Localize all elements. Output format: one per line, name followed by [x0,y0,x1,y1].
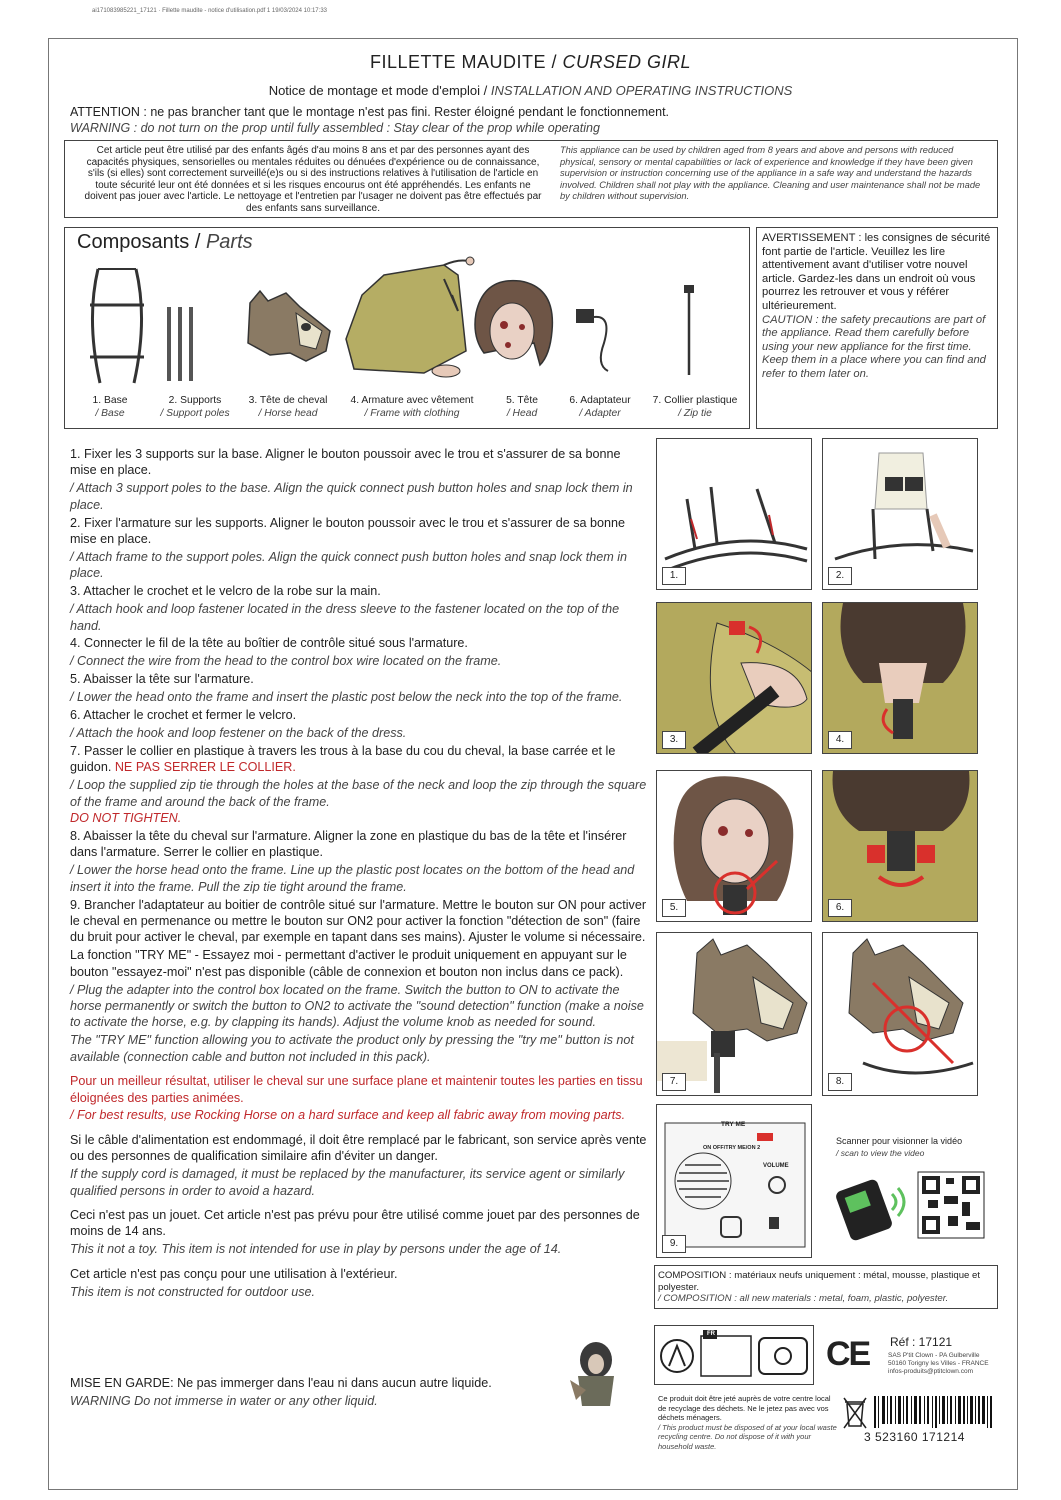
base-illustration [90,269,144,383]
immerse-fr: MISE EN GARDE: Ne pas immerger dans l'eau ni dans aucun autre liquide. [70,1376,492,1390]
step-4-en: / Connect the wire from the head to the control box wire located on the frame. [70,654,502,669]
step-2-fr: 2. Fixer l'armature sur les supports. Aligner le bouton poussoir avec le trou et s'assurer de sa bonne mise en place. [70,515,626,547]
caution-en: CAUTION : the safety precautions are part of the appliance. Read them carefully before using your new appliance for the first time. Keep them in a place where you can find and refer to them later on. [762,313,986,380]
figure-5-number: 5. [662,899,686,917]
step-1-en: / Attach 3 support poles to the base. Align the quick connect push button holes and snap lock them in place. [70,481,633,512]
girl-head-illustration [475,281,552,365]
part-caption-6: 6. Adaptateur / Adapter [569,395,631,419]
scan-fr: Scanner pour visionner la vidéo [836,1136,963,1146]
step-1-fr: 1. Fixer les 3 supports sur la base. Aligner le bouton poussoir avec le trou et s'assurer de sa bonne mise en place. [70,447,621,478]
step-4-fr: 4. Connecter le fil de la tête au boîtier de contrôle situé sous l'armature. [70,636,468,651]
figure-4 [822,602,978,754]
crossed-bin-icon [842,1396,868,1430]
figure-6 [822,770,978,922]
title-fr: FILLETTE MAUDITE / [369,52,563,72]
supports-illustration [169,307,191,381]
composition-fr: COMPOSITION : matériaux neufs uniquement : métal, mousse, plastique et polyester. [658,1270,981,1293]
step-5-en: / Lower the head onto the frame and insert the plastic post below the neck into the top of the frame. [70,690,623,705]
barcode-number: 3 523160 171214 [864,1430,965,1444]
step-6-en: / Attach the hook and loop festener on the back of the dress. [70,726,407,740]
volume-label: VOLUME [763,1163,789,1169]
outdoor-fr: Cet article n'est pas conçu pour une utilisation à l'extérieur. [70,1266,398,1281]
immersion-warning [70,1375,650,1411]
warning-en: WARNING : do not turn on the prop until fully assembled : Stay clear of the prop while operating [70,121,600,135]
horse-head-illustration [248,291,330,361]
phone-qr-icon [832,1168,992,1248]
recycling-fr: Ce produit doit être jeté auprès de votre centre local de recyclage des déchets. Ne le jetez pas avec vos déchets ménagers. [658,1394,831,1422]
figure-9-number: 9. [662,1235,686,1253]
figure-2 [822,438,978,590]
figure-3-number: 3. [662,731,686,749]
frame-clothing-illustration [346,257,474,377]
part-caption-5: 5. Tête / Head [506,395,538,419]
parts-illustrations [64,255,750,395]
figure-8-number: 8. [828,1073,852,1091]
figure-7 [656,932,812,1096]
ce-mark: CE [826,1335,870,1373]
step-5-fr: 5. Abaisser la tête sur l'armature. [70,672,254,687]
part-caption-7: 7. Collier plastique / Zip tie [652,395,738,419]
step-7-fr: 7. Passer le collier en plastique à travers les trous à la base du cou du cheval, la base carrée et le guidon. NE PAS SERRER LE COLLIER. [70,743,616,775]
zip-tie-illustration [684,285,694,375]
cord-fr: Si le câble d'alimentation est endommagé, il doit être remplacé par le fabricant, son service après vente ou des personnes de qualification similaire afin d'éviter un danger. [70,1132,647,1164]
figure-2-number: 2. [828,567,852,585]
scan-en: / scan to view the video [836,1148,925,1158]
step-6-fr: 6. Attacher le crochet et fermer le velcro. [70,708,297,723]
step-9-fr: 9. Brancher l'adaptateur au boitier de contrôle situé sur l'armature. Mettre le bouton sur ON pour activer le cheval en permenance ou mettre le bouton sur ON2 pour activer la fonction "détection de son" (faire du bruit pour activer le cheval, par exemple en tapant dans ses mains). Ajuster le volume si nécessaire. [70,897,647,945]
figure-8 [822,932,978,1096]
assembly-steps [70,446,650,1302]
cord-en: If the supply cord is damaged, it must be replaced by the manufacturer, its service agent or similarly qualified persons in order to avoid a hazard. [70,1167,625,1198]
figure-7-number: 7. [662,1073,686,1091]
figure-1 [656,438,812,590]
sorting-logos [654,1325,814,1385]
part-caption-3: 3. Tête de cheval / Horse head [248,395,328,419]
subtitle-en: INSTALLATION AND OPERATING INSTRUCTIONS [490,83,793,98]
assembly-warning [70,104,669,136]
step-9-en: / Plug the adapter into the control box located on the frame. Switch the button to ON to activate the horse permanently or switch the button to ON2 to activate the "sound detection" function (make a noise to activate the horse, e.g. by clapping its hands). Adjust the volume knob as needed for sound. [70,982,644,1030]
outdoor-en: This item is not constructed for outdoor use. [70,1284,315,1299]
step-9-fr-try-me: La fonction "TRY ME" - Essayez moi - permettant d'activer le produit uniquement en appuyant sur le bouton "essayez-moi" n'est pas disponible (câble de connexion et bouton non inclus dans ce pack). [70,948,627,979]
title-en: CURSED GIRL [562,52,692,72]
subtitle-fr: Notice de montage et mode d'emploi / [268,83,491,98]
figure-9-control-box [656,1104,812,1258]
part-caption-1: 1. Base / Base [92,395,128,419]
warning-fr: ATTENTION : ne pas brancher tant que le montage n'est pas fini. Rester éloigné pendant le fonctionnement. [70,105,670,119]
adapter-illustration [576,309,608,371]
step-3-en: / Attach hook and loop fastener located in the dress sleeve to the fastener located on the top of the hand. [70,602,620,633]
switch-label: ON OFF/TRY ME/ON 2 [703,1145,761,1151]
figure-4-number: 4. [828,731,852,749]
figure-1-number: 1. [662,567,686,585]
best-results-fr: Pour un meilleur résultat, utiliser le cheval sur une surface plane et maintenir toutes les parties en tissu éloignées des parties animées. [70,1074,643,1105]
step-7-en: / Loop the supplied zip tie through the holes at the base of the neck and loop the zip through the square of the frame and around the back of the frame. DO NOT TIGHTEN. [70,778,647,826]
page-title [0,52,1061,73]
composition-en: / COMPOSITION : all new materials : metal, foam, plastic, polyester. [658,1293,949,1304]
immerse-en: WARNING Do not immerse in water or any other liquid. [70,1393,378,1408]
figure-5 [656,770,812,922]
parts-title [77,231,253,254]
step-8-fr: 8. Abaisser la tête du cheval sur l'armature. Aligner la zone en plastique du bas de la tête et l'insérer dans l'armature. Serrer le collier en plastique. [70,828,627,860]
composition-text [658,1270,994,1305]
try-me-label: TRY ME [721,1121,746,1128]
step-9-en-try-me: The "TRY ME" function allowing you to activate the product only by pressing the "try me" button is not available (connection cable and button not included in this pack). [70,1033,634,1064]
triman-fr-badge: FR [707,1331,715,1337]
best-results-en: / For best results, use Rocking Horse on a hard surface and keep all fabric away from moving parts. [70,1108,626,1123]
product-reference: Réf : 17121 [890,1335,953,1349]
page-subtitle [0,83,1061,98]
caution-text [762,232,994,382]
parts-title-en: Parts [205,231,253,253]
part-caption-2: 2. Supports / Support poles [160,395,230,419]
not-toy-en: This it not a toy. This item is not intended for use in play by persons under the age of 14. [70,1242,562,1257]
figure-3 [656,602,812,754]
age-notice-en: This appliance can be used by children aged from 8 years and above and persons with reduced physical, sensory or mental capabilities or lack of experience and knowledge if they have been given supervision or instruction concerning use of the appliance in a safe way and understand the hazards involved. Children shall not play with the appliance. Cleaning and user maintenance shall not be made by children without supervision. [560,145,981,202]
video-scan-area [822,1130,998,1258]
step-3-fr: 3. Attacher le crochet et le velcro de la robe sur la main. [70,584,381,599]
parts-title-fr: Composants / [77,231,206,253]
step-8-en: / Lower the horse head onto the frame. Line up the plastic post locates on the bottom of the head and insert it into the frame. Pull the zip tie tight around the frame. [70,863,635,894]
barcode [872,1396,996,1428]
caution-fr: AVERTISSEMENT : les consignes de sécurité font partie de l'article. Veuillez les lire attentivement avant d'utiliser votre nouvel article. Gardez-les dans un endroit où vous pourrez les retrouver et vous y référer ultérieurement. [762,232,991,312]
recycling-en: / This product must be disposed of at your local waste recycling centre. Do not dispose of it with your household waste. [658,1422,837,1451]
age-notice-fr: Cet article peut être utilisé par des enfants âgés d'au moins 8 ans et par des personnes ayant des capacités physiques, sensorielles ou mentales réduites ou dénuées d'expérience ou de connaissance, s'ils (si elles) sont correctement surveillé(e)s ou si des instructions relatives à l'utilisation de l'article en toute sécurité leur ont été données et si les risques encourus ont été appréhendés. Les enfants ne doivent pas jouer avec l'article. Le nettoyage et l'entretien par l'usager ne doivent pas être effectués par des enfants sans surveillance. [84,145,542,214]
part-caption-4: 4. Armature avec vêtement / Frame with clothing [350,395,474,419]
step-2-en: / Attach frame to the support poles. Align the quick connect push button holes and snap lock them in place. [70,549,628,581]
not-toy-fr: Ceci n'est pas un jouet. Cet article n'est pas prévu pour être utilisé comme jouet par des personnes de moins de 14 ans. [70,1207,640,1239]
company-address: SAS P'tit Clown - PA Gulberville 50160 Torigny les Villes - FRANCE infos-produits@ptitclown.com [888,1352,989,1375]
recycling-notice [658,1394,838,1451]
figure-6-number: 6. [828,899,852,917]
print-metadata: ai171083985221_17121 · Fillette maudite - notice d'utilisation.pdf 1 19/03/2024 10:17:33 [92,8,327,14]
